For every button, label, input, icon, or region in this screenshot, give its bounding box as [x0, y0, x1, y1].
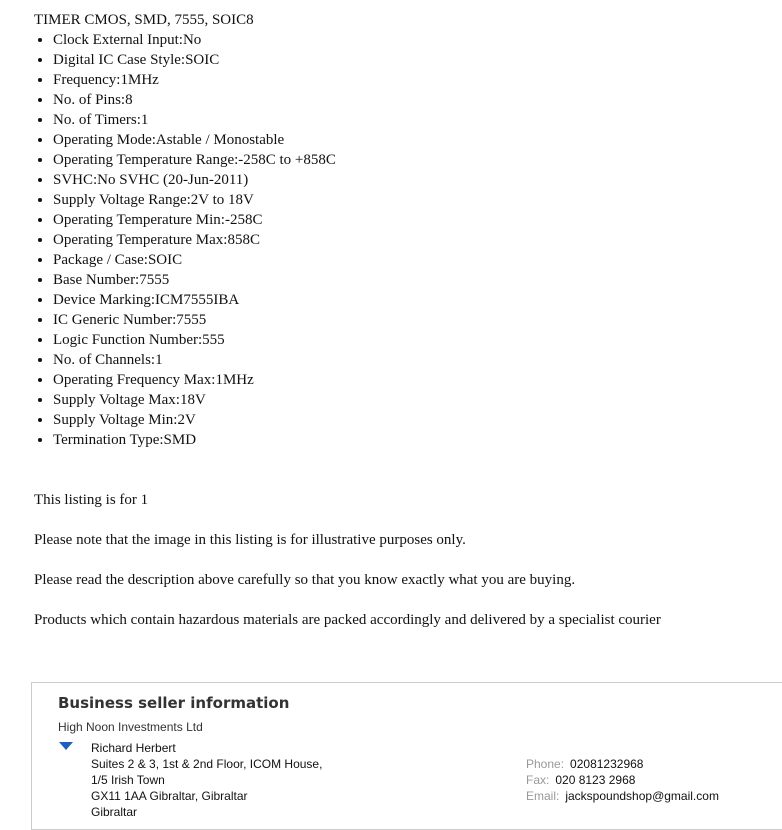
phone-row	[526, 756, 719, 772]
phone-value: 02081232968	[570, 757, 644, 771]
email-label: Email:	[526, 789, 560, 803]
address-line: Gibraltar	[91, 805, 138, 819]
seller-heading: Business seller information	[58, 694, 290, 712]
image-note: Please note that the image in this listing is for illustrative purposes only.	[34, 532, 466, 548]
spec-item: • Operating Frequency Max:1MHz	[53, 370, 336, 390]
phone-label: Phone:	[526, 757, 565, 771]
business-seller-info	[31, 682, 782, 830]
spec-item: • IC Generic Number:7555	[53, 310, 336, 330]
spec-item: • Supply Voltage Max:18V	[53, 390, 336, 410]
spec-item: • Operating Temperature Max:858C	[53, 230, 336, 250]
product-title: TIMER CMOS, SMD, 7555, SOIC8	[34, 12, 254, 28]
hazardous-note: Products which contain hazardous materials are packed accordingly and delivered by a specialist courier	[34, 612, 661, 628]
seller-company: High Noon Investments Ltd	[58, 720, 203, 734]
spec-item: • Package / Case:SOIC	[53, 250, 336, 270]
spec-item: • Logic Function Number:555	[53, 330, 336, 350]
spec-item: • SVHC:No SVHC (20-Jun-2011)	[53, 170, 336, 190]
fax-row	[526, 772, 719, 788]
email-value: jackspoundshop@gmail.com	[565, 789, 719, 803]
spec-item: • No. of Pins:8	[53, 90, 336, 110]
address-line: 1/5 Irish Town	[91, 773, 165, 787]
spec-item: • Digital IC Case Style:SOIC	[53, 50, 336, 70]
email-row	[526, 788, 719, 804]
spec-item: • Operating Temperature Range:-258C to +858C	[53, 150, 336, 170]
seller-contact	[526, 756, 719, 804]
read-description-note: Please read the description above carefully so that you know exactly what you are buying.	[34, 572, 576, 588]
spec-item: • Device Marking:ICM7555IBA	[53, 290, 336, 310]
spec-item: • No. of Channels:1	[53, 350, 336, 370]
seller-address	[91, 740, 322, 820]
fax-label: Fax:	[526, 773, 550, 787]
spec-item: • Base Number:7555	[53, 270, 336, 290]
fax-value: 020 8123 2968	[555, 773, 636, 787]
spec-item: • Operating Mode:Astable / Monostable	[53, 130, 336, 150]
spec-item: • Clock External Input:No	[53, 30, 336, 50]
address-line: Suites 2 & 3, 1st & 2nd Floor, ICOM House,	[91, 757, 323, 771]
address-line: GX11 1AA Gibraltar, Gibraltar	[91, 789, 248, 803]
spec-item: • Supply Voltage Range:2V to 18V	[53, 190, 336, 210]
listing-quantity-note: This listing is for 1	[34, 492, 149, 508]
spec-item: • Frequency:1MHz	[53, 70, 336, 90]
collapse-triangle-icon[interactable]	[59, 742, 73, 750]
spec-item: • Operating Temperature Min:-258C	[53, 210, 336, 230]
address-line: Richard Herbert	[91, 741, 176, 755]
spec-item: • Supply Voltage Min:2V	[53, 410, 336, 430]
spec-list	[0, 30, 336, 450]
spec-item: • No. of Timers:1	[53, 110, 336, 130]
spec-item: • Termination Type:SMD	[53, 430, 336, 450]
